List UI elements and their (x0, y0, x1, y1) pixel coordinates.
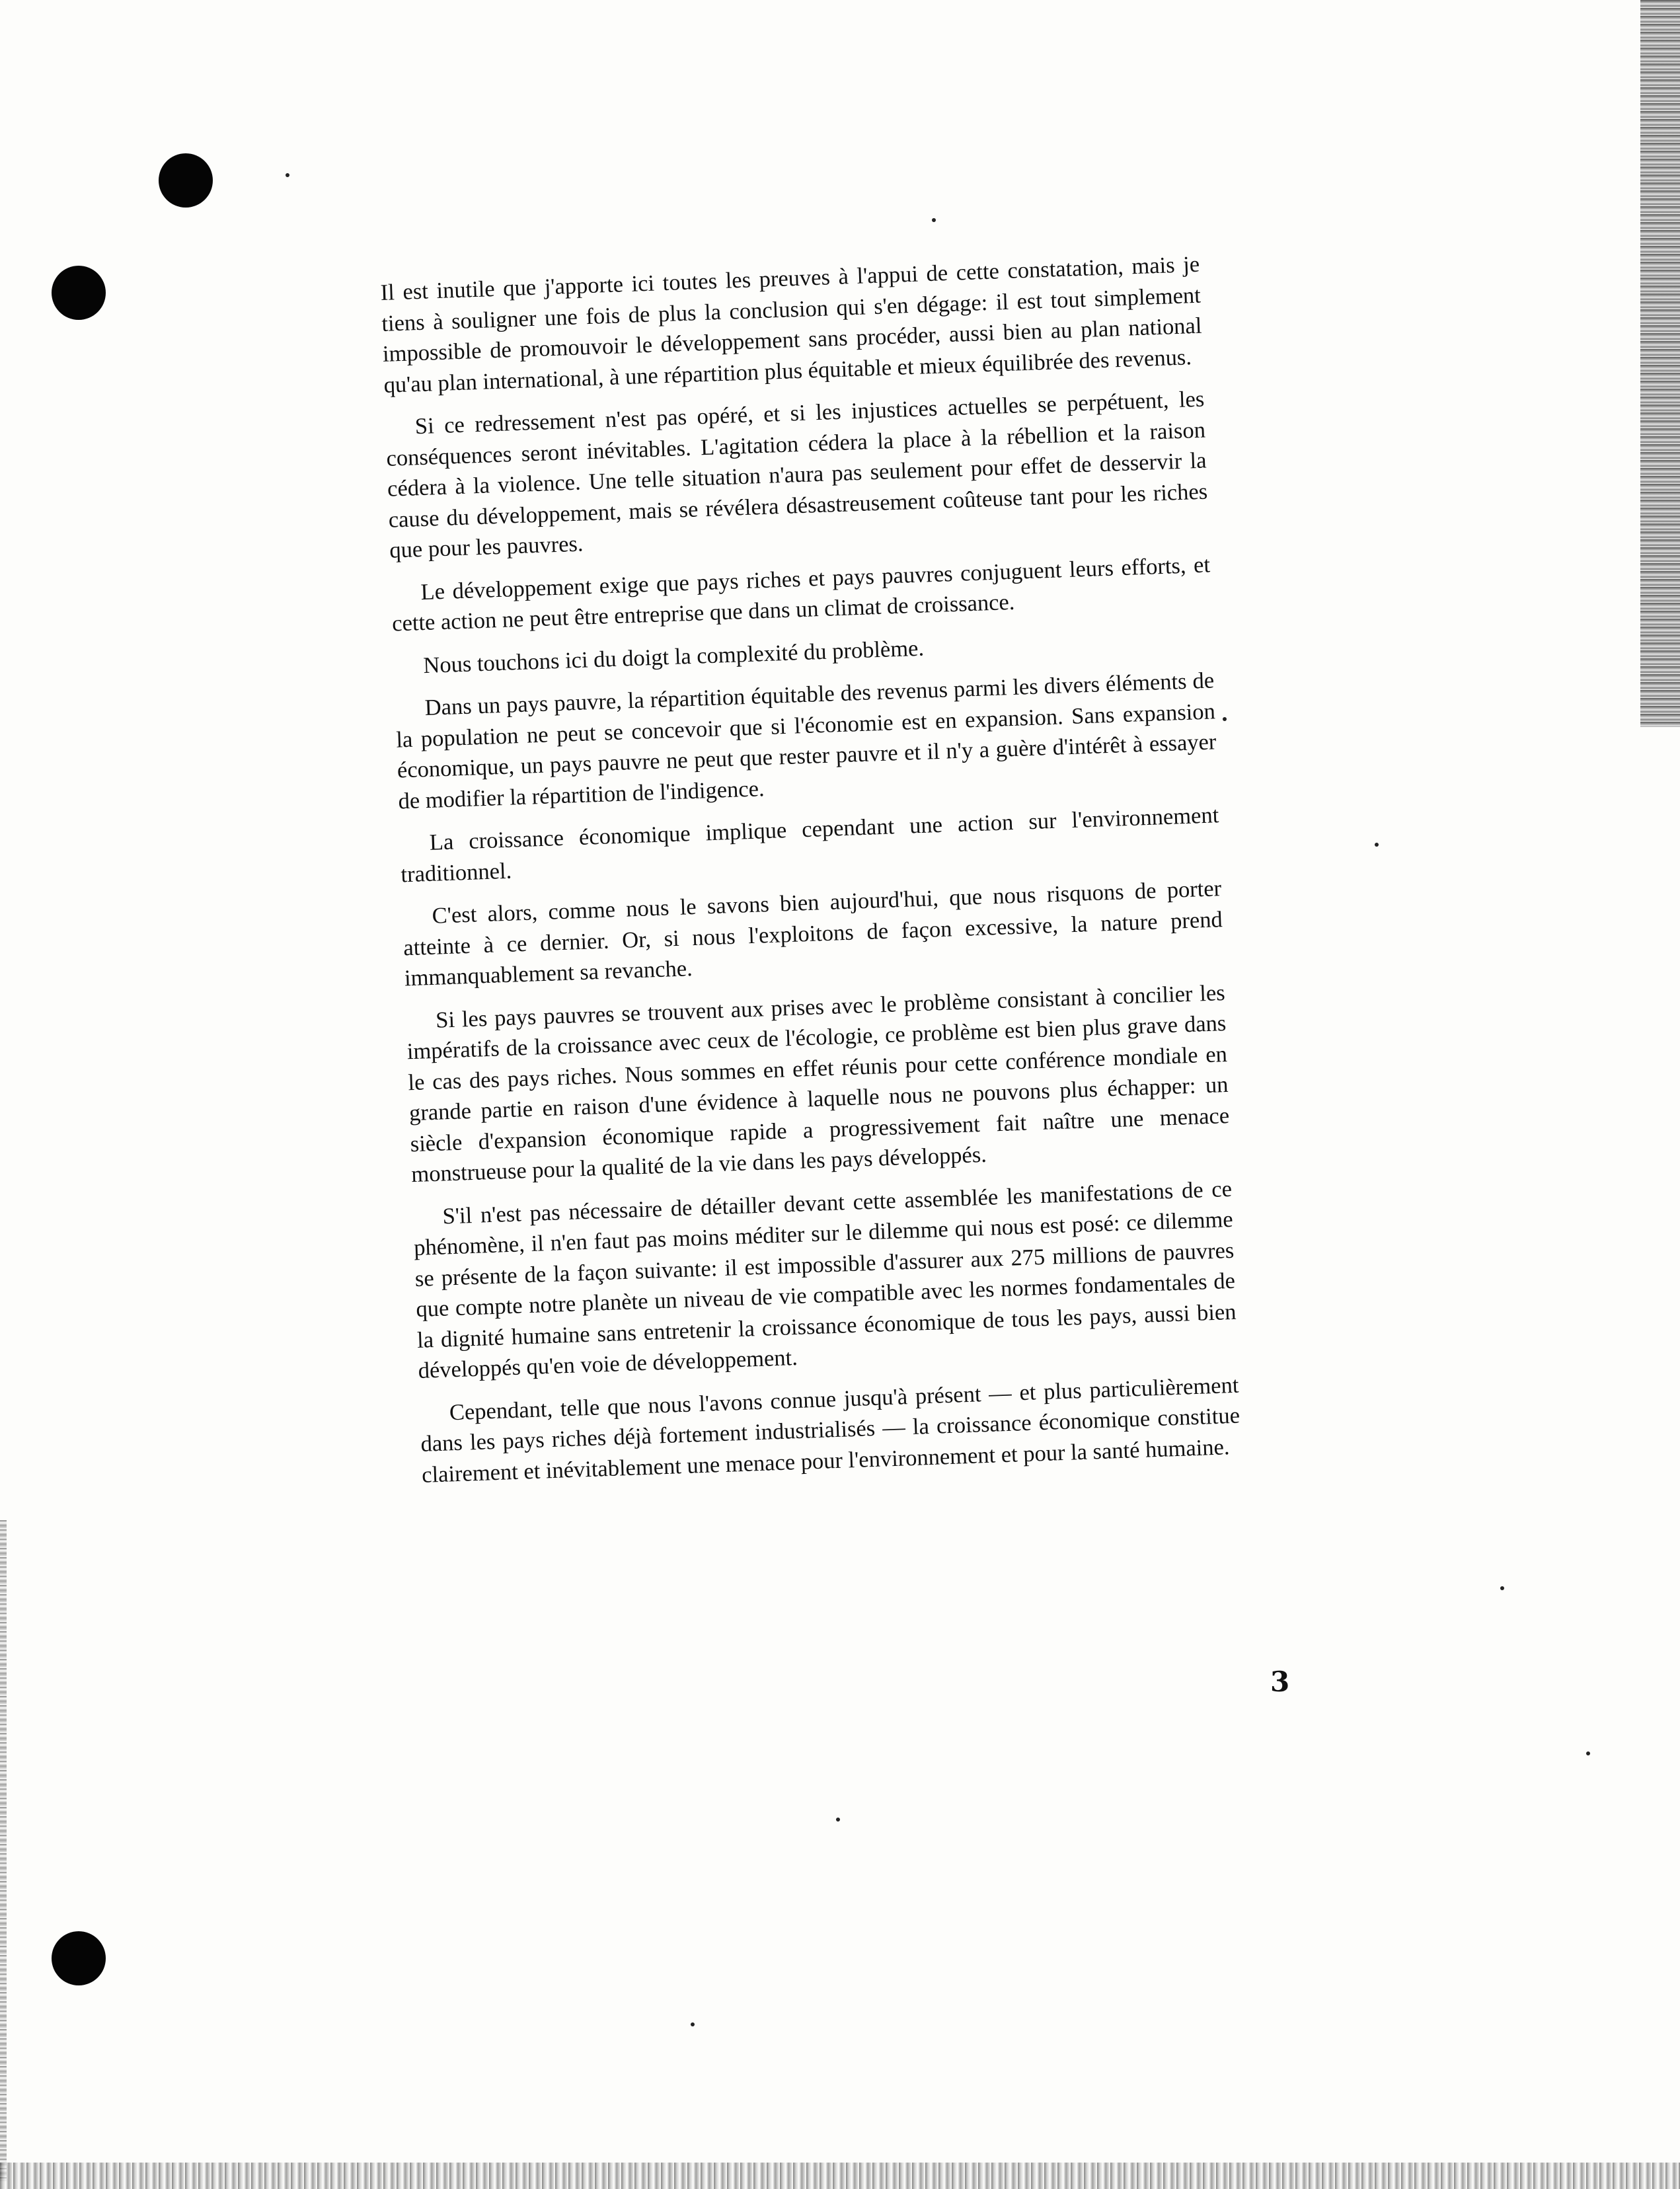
scan-speck (932, 218, 936, 222)
paragraph: S'il n'est pas nécessaire de détailler devant cette assemblée les manifestations de ce phénomène, il n'en faut pas moins méditer sur le dilemme qui nous est posé: ce dilemme se présente de la façon suivante: il est impossible d'assurer aux 275 millions de pauvres que compte notre planète un niveau de vie compatible avec les normes fondamentales de la dignité humaine sans entretenir la croissance économique de tous les pays, aussi bien développés qu'en voie de développement. (413, 1176, 1237, 1383)
scan-speck (1223, 717, 1227, 721)
paragraph: Nous touchons ici du doigt la complexité du problème. (422, 635, 925, 678)
punch-hole-upper-left (52, 266, 106, 320)
scan-speck (1586, 1751, 1590, 1755)
scan-edge-bottom (0, 2163, 1680, 2189)
scan-speck (1375, 843, 1379, 847)
punch-hole-bottom (52, 1931, 106, 1985)
scan-edge-right (1640, 0, 1680, 727)
paragraph: C'est alors, comme nous le savons bien aujourd'hui, que nous risquons de porter atteinte à ce dernier. Or, si nous l'exploitons de façon excessive, la nature prend immanquablement sa revanche. (402, 876, 1223, 991)
scan-speck (836, 1818, 840, 1822)
punch-hole-top (159, 153, 213, 208)
scan-edge-left (0, 1520, 7, 2181)
scan-speck (1500, 1586, 1504, 1590)
paragraph: Il est inutile que j'apporte ici toutes les preuves à l'appui de cette constatation, mais je tiens à souligner une fois de plus la conclusion qui s'en dégage: il est tout simplement impossible de promouvoir le développement sans procéder, aussi bien au plan national qu'au plan international, à une répartition plus équitable et mieux équilibrée des revenus. (380, 251, 1202, 398)
paragraph: Dans un pays pauvre, la répartition équitable des revenus parmi les divers éléments de la population ne peut se concevoir que si l'économie est en expansion. Sans expansion économique, un pays pauvre ne peut que rester pauvre et il n'y a guère d'intérêt à essayer de modifier la répartition de l'indigence. (395, 668, 1217, 814)
scan-speck (691, 2022, 695, 2026)
page-number: 3 (1270, 1666, 1290, 1698)
body-text (380, 249, 1242, 1502)
paragraph: Si les pays pauvres se trouvent aux prises avec le problème consistant à concilier les impératifs de la croissance avec ceux de l'écologie, ce problème est bien plus grave dans le cas des pays riches. Nous sommes en effet réunis pour cette conférence mondiale en grande partie en raison d'une évidence à laquelle nous ne pouvons plus échapper: un siècle d'expansion économique rapide a progressivement fait naître une menace monstrueuse pour la qualité de la vie dans les pays développés. (406, 979, 1230, 1188)
paragraph: Le développement exige que pays riches et pays pauvres conjuguent leurs efforts, et cette action ne peut être entreprise que dans un climat de croissance. (391, 551, 1211, 636)
scan-speck (286, 173, 289, 177)
paragraph: Si ce redressement n'est pas opéré, et si les injustices actuelles se perpétuent, les conséquences seront inévitables. L'agitation cédera la place à la rébellion et la raison cédera à la violence. Une telle situation n'aura pas seulement pour effet de desservir la cause du développement, mais se révélera désastreusement coûteuse tant pour les riches que pour les pauvres. (385, 386, 1208, 563)
paragraph: Cependant, telle que nous l'avons connue jusqu'à présent — et plus particulièrement dans les pays riches déjà fortement industrialisés — la croissance économique constitue clairement et inévitablement une menace pour l'environnement et pour la santé humaine. (420, 1372, 1241, 1488)
paragraph: La croissance économique implique cependant une action sur l'environnement traditionnel. (400, 802, 1219, 887)
